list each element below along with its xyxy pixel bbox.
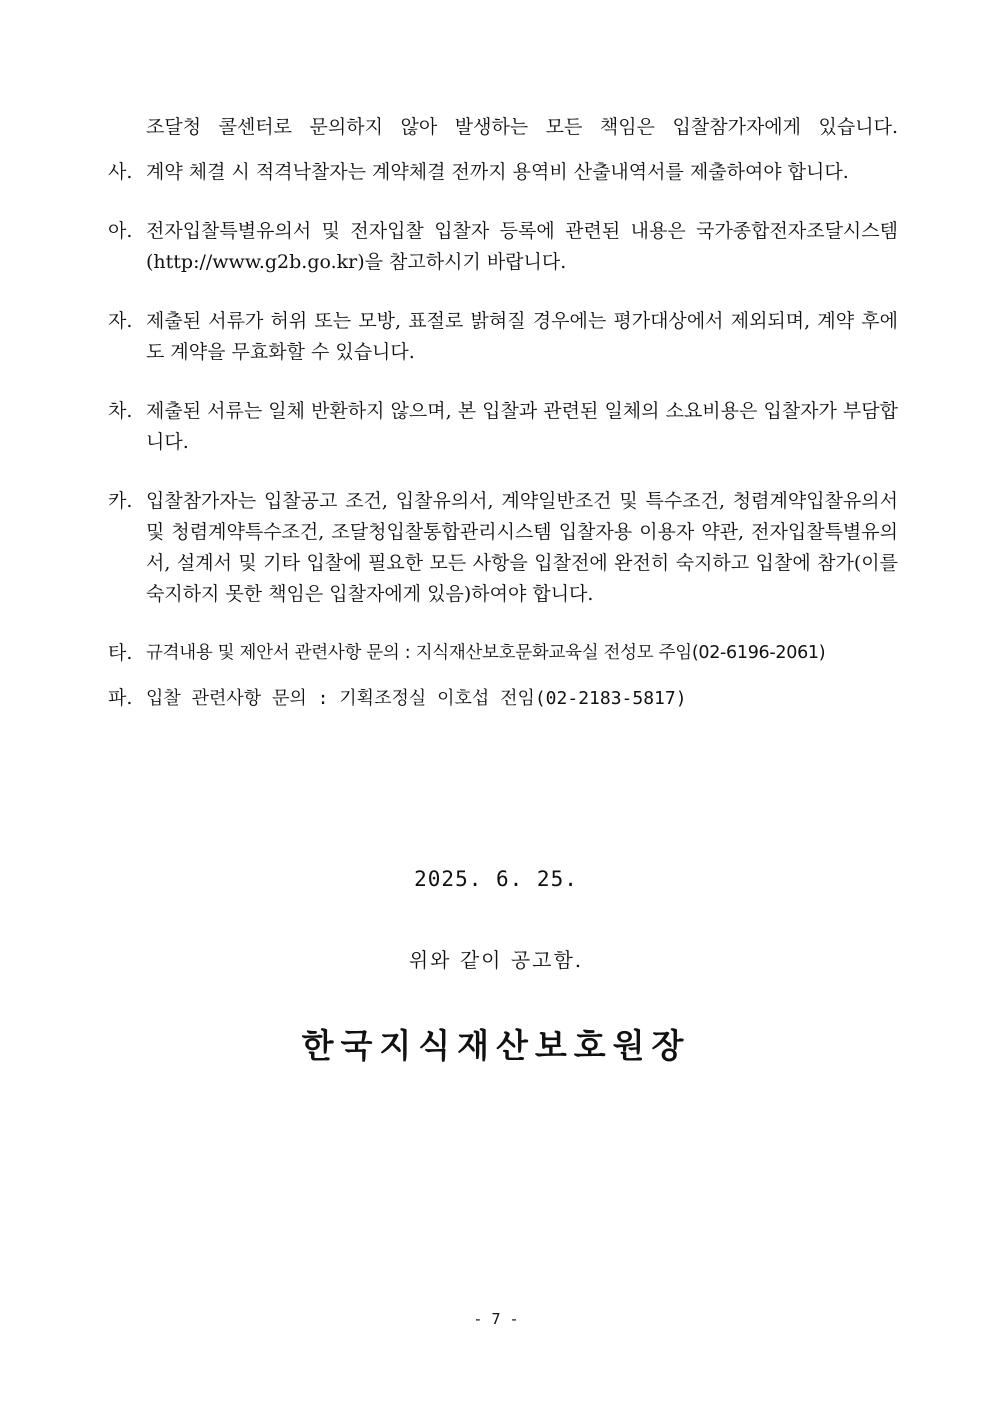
page-number: - 7 - <box>473 1310 519 1328</box>
item-marker: 아. <box>108 220 133 242</box>
notice-items <box>108 112 898 742</box>
list-item-ka <box>108 486 898 610</box>
item-marker: 카. <box>108 490 133 512</box>
list-item-cha <box>108 396 898 458</box>
item-marker: 사. <box>108 161 133 183</box>
item-marker: 차. <box>108 400 133 422</box>
list-item-pa <box>108 683 898 714</box>
list-item-sa <box>108 157 898 188</box>
item-text: 입찰참가자는 입찰공고 조건, 입찰유의서, 계약일반조건 및 특수조건, 청렴계약입찰유의서 및 청렴계약특수조건, 조달청입찰통합관리시스템 입찰자용 이용자 약관, 전자입찰특별유의서, 설계서 및 기타 입찰에 필요한 모든 사항을 입찰전에 완전히 숙지하고 입찰에 참가(이를 숙지하지 못한 책임은 입찰자에게 있음)하여야 합니다. <box>146 490 898 605</box>
list-item-ja <box>108 306 898 368</box>
announcement-date: 2025. 6. 25. <box>414 867 578 891</box>
item-text: 전자입찰특별유의서 및 전자입찰 입찰자 등록에 관련된 내용은 국가종합전자조달시스템(http://www.g2b.go.kr)을 참고하시기 바랍니다. <box>146 220 898 273</box>
item-marker: 자. <box>108 310 133 332</box>
item-text: 제출된 서류는 일체 반환하지 않으며, 본 입찰과 관련된 일체의 소요비용은 입찰자가 부담합니다. <box>146 400 898 453</box>
list-item-ta <box>108 638 898 669</box>
item-marker: 타. <box>108 642 133 664</box>
item-text: 입찰 관련사항 문의 : 기획조정실 이호섭 전임(02-2183-5817) <box>146 688 687 709</box>
continuation-line: 조달청 콜센터로 문의하지 않아 발생하는 모든 책임은 입찰참가자에게 있습니다. <box>146 116 898 138</box>
item-text: 계약 체결 시 적격낙찰자는 계약체결 전까지 용역비 산출내역서를 제출하여야 합니다. <box>146 161 849 183</box>
item-text: 제출된 서류가 허위 또는 모방, 표절로 밝혀질 경우에는 평가대상에서 제외되며, 계약 후에도 계약을 무효화할 수 있습니다. <box>146 310 898 363</box>
list-item-a <box>108 216 898 278</box>
item-text: 규격내용 및 제안서 관련사항 문의 : 지식재산보호문화교육실 전성모 주임(02-6196-2061) <box>146 643 826 663</box>
issuer-name: 한국지식재산보호원장 <box>301 1026 691 1065</box>
announcement-notice: 위와 같이 공고함. <box>408 948 584 972</box>
item-marker: 파. <box>108 687 133 709</box>
